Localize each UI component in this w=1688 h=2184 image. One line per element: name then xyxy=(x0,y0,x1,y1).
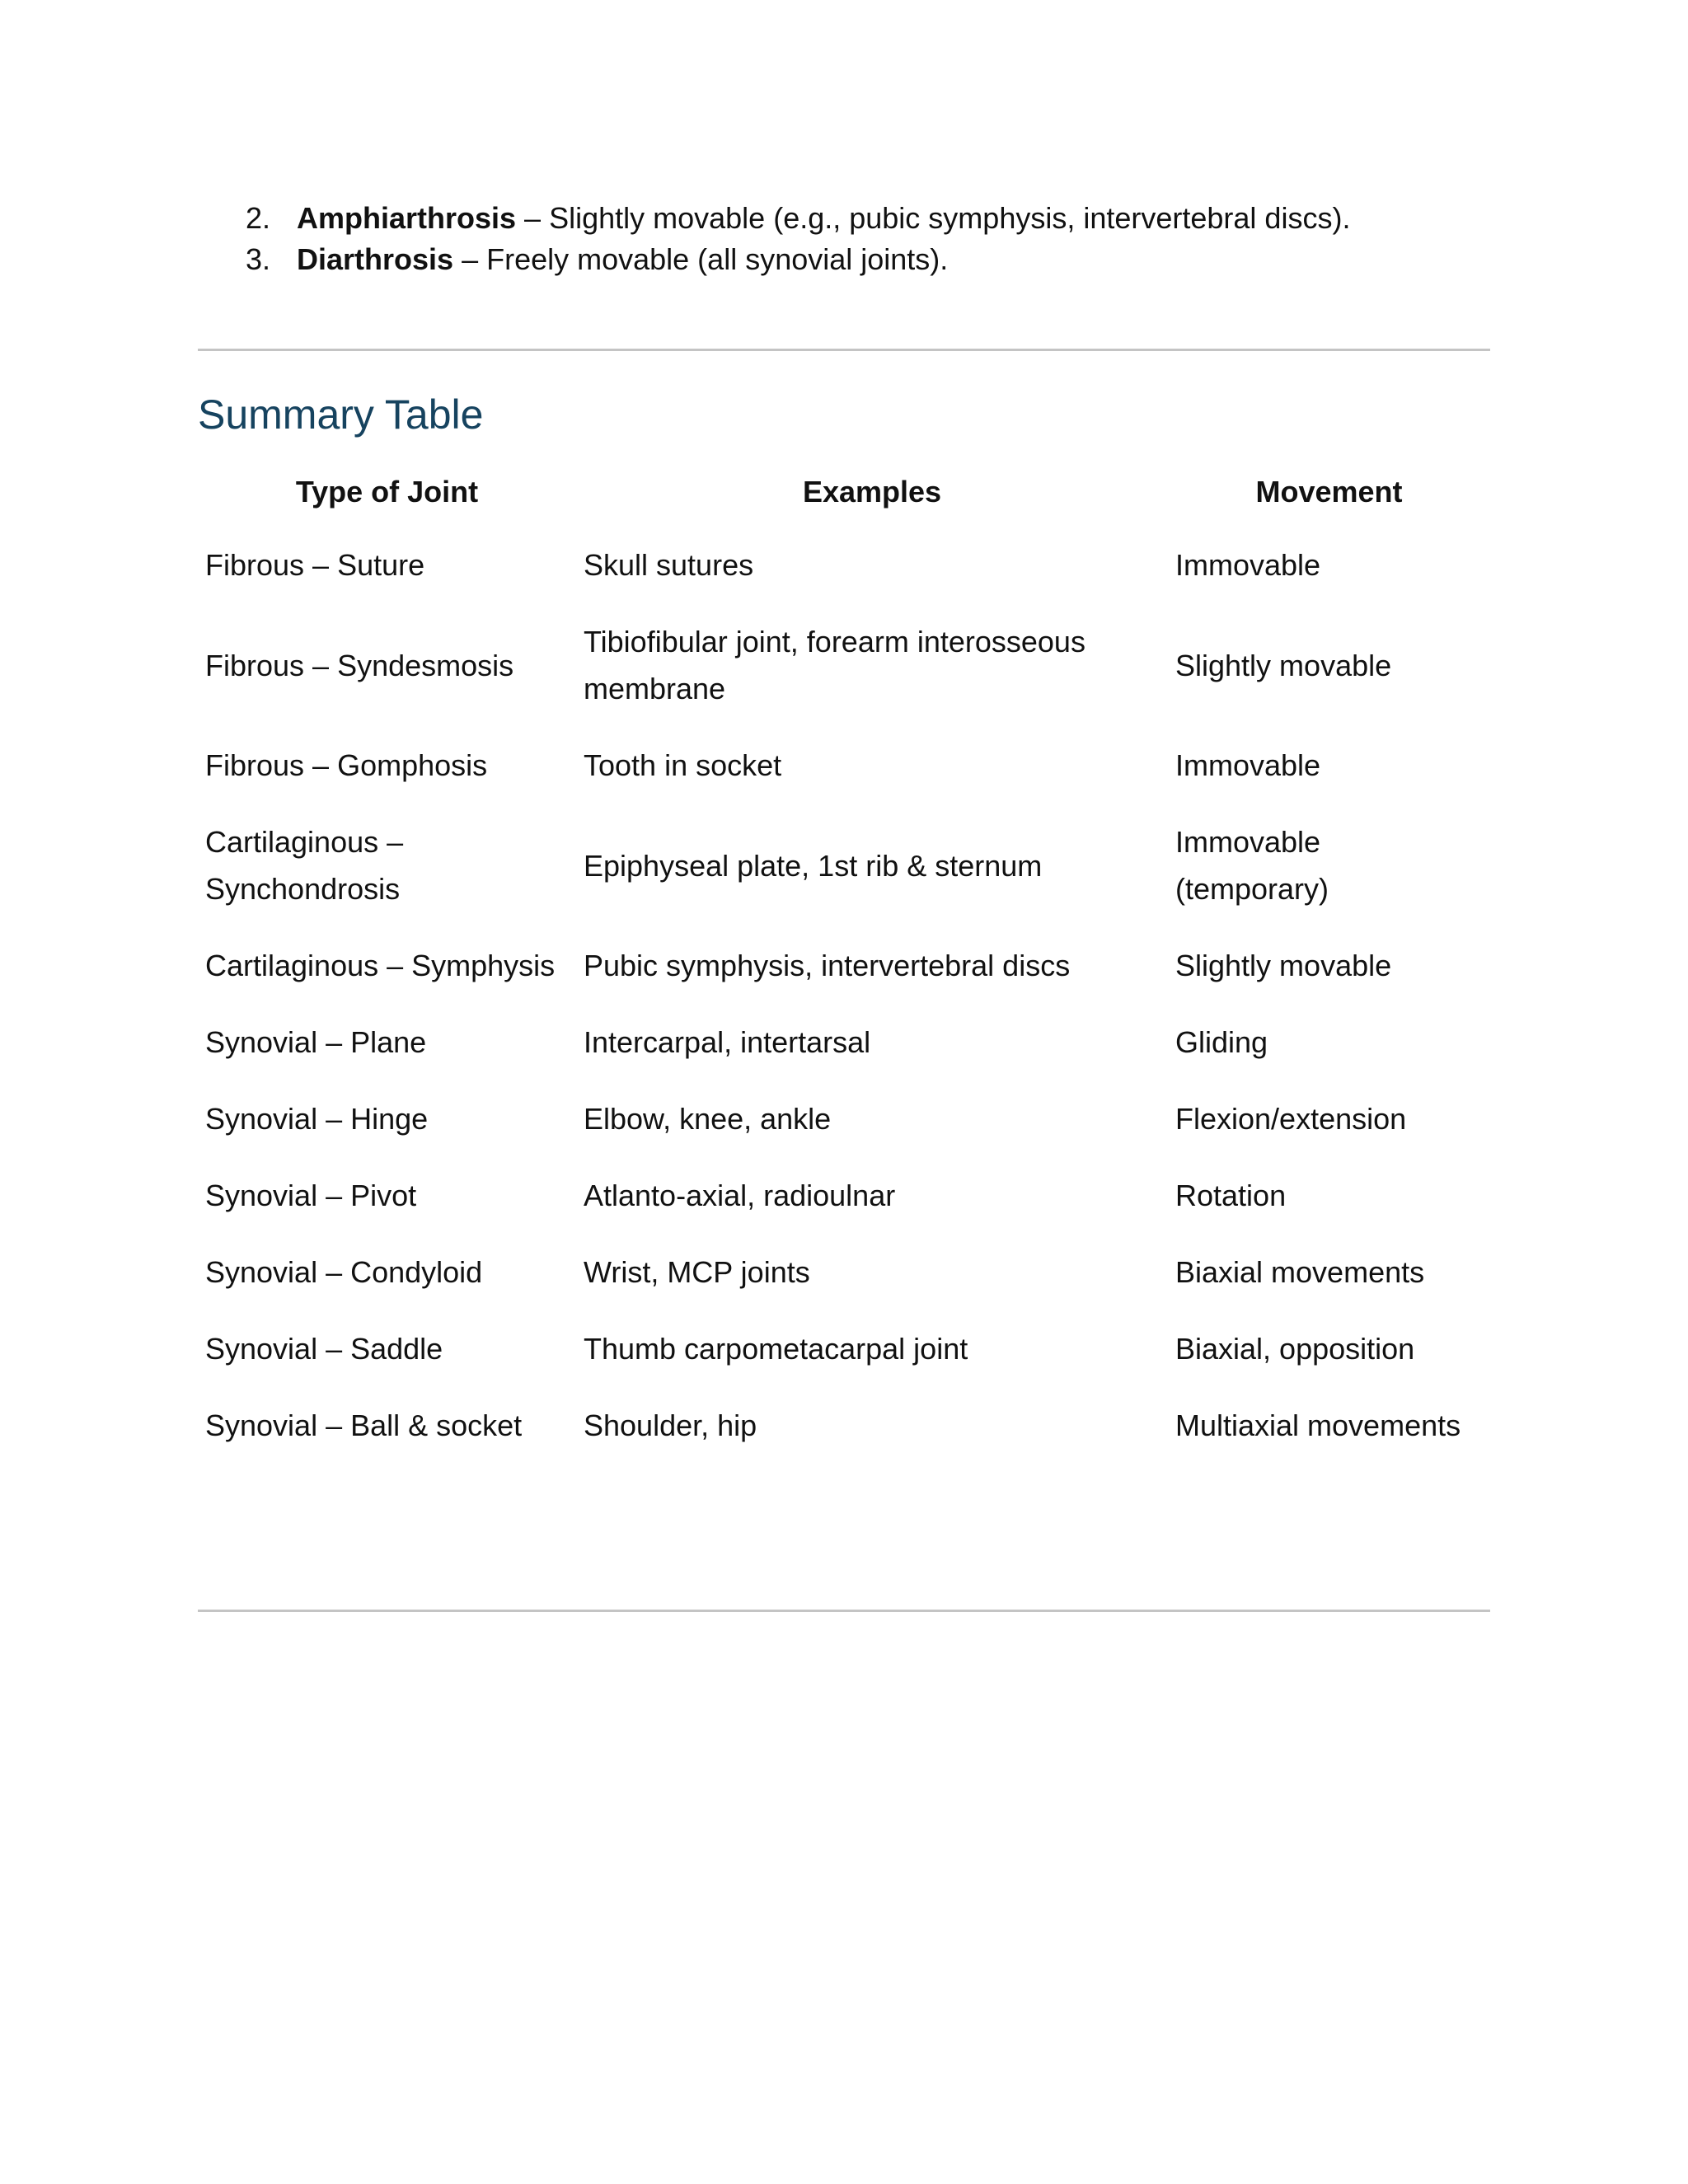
cell-joint-type: Cartilaginous – Symphysis xyxy=(205,949,556,982)
cell-movement: Multiaxial movements xyxy=(1175,1408,1461,1442)
cell-examples: Wrist, MCP joints xyxy=(584,1255,810,1289)
table-row xyxy=(198,927,1490,1004)
cell-joint-type: Synovial – Condyloid xyxy=(205,1255,483,1289)
cell-joint-type: Fibrous – Suture xyxy=(205,548,425,582)
cell-joint-type: Cartilaginous – Synchondrosis xyxy=(205,825,404,906)
table-row xyxy=(198,1387,1490,1464)
table-row xyxy=(198,1080,1490,1157)
horizontal-divider-bottom xyxy=(198,1610,1490,1612)
list-item-number: 2. xyxy=(246,201,271,235)
cell-joint-type: Synovial – Pivot xyxy=(205,1179,417,1212)
cell-joint-type: Synovial – Plane xyxy=(205,1025,427,1059)
list-item-term: Diarthrosis xyxy=(297,242,454,276)
list-item-amphiarthrosis xyxy=(239,198,1525,239)
joint-classification-list xyxy=(239,198,1525,280)
section-heading: Summary Table xyxy=(198,391,484,438)
cell-examples: Elbow, knee, ankle xyxy=(584,1102,832,1136)
table-row xyxy=(198,1310,1490,1387)
table-row xyxy=(198,603,1490,727)
list-item-description: – Slightly movable (e.g., pubic symphysis, intervertebral discs). xyxy=(516,201,1351,235)
column-header-type: Type of Joint xyxy=(295,475,479,509)
cell-movement: Biaxial, opposition xyxy=(1175,1332,1415,1366)
table-row xyxy=(198,727,1490,804)
cell-joint-type: Fibrous – Syndesmosis xyxy=(205,648,514,682)
list-item-term: Amphiarthrosis xyxy=(297,201,517,235)
cell-movement: Immovable (temporary) xyxy=(1175,825,1329,906)
cell-examples: Pubic symphysis, intervertebral discs xyxy=(584,949,1071,982)
table-row xyxy=(198,804,1490,927)
cell-movement: Slightly movable xyxy=(1175,949,1392,982)
table-row xyxy=(198,1234,1490,1310)
list-item-description: – Freely movable (all synovial joints). xyxy=(453,242,949,276)
cell-examples: Thumb carpometacarpal joint xyxy=(584,1332,968,1366)
cell-movement: Immovable xyxy=(1175,748,1321,782)
cell-examples: Shoulder, hip xyxy=(584,1408,757,1442)
list-item-number: 3. xyxy=(246,242,271,276)
table-row xyxy=(198,1004,1490,1080)
summary-table xyxy=(198,457,1490,1464)
cell-joint-type: Synovial – Ball & socket xyxy=(205,1408,523,1442)
column-header-movement: Movement xyxy=(1255,475,1403,509)
cell-movement: Biaxial movements xyxy=(1175,1255,1425,1289)
cell-movement: Immovable xyxy=(1175,548,1321,582)
cell-examples: Atlanto-axial, radioulnar xyxy=(584,1179,896,1212)
list-item-diarthrosis xyxy=(239,239,1525,280)
cell-examples: Skull sutures xyxy=(584,548,754,582)
table-row xyxy=(198,527,1490,603)
cell-examples: Tooth in socket xyxy=(584,748,782,782)
cell-joint-type: Fibrous – Gomphosis xyxy=(205,748,488,782)
cell-movement: Flexion/extension xyxy=(1175,1102,1407,1136)
cell-examples: Intercarpal, intertarsal xyxy=(584,1025,871,1059)
cell-movement: Slightly movable xyxy=(1175,648,1392,682)
horizontal-divider-top xyxy=(198,349,1490,351)
column-header-examples: Examples xyxy=(802,475,942,509)
cell-movement: Gliding xyxy=(1175,1025,1268,1059)
table-row xyxy=(198,1157,1490,1234)
cell-examples: Tibiofibular joint, forearm interosseous membrane xyxy=(584,625,1085,705)
table-header-row xyxy=(198,457,1490,527)
cell-examples: Epiphyseal plate, 1st rib & sternum xyxy=(584,848,1043,883)
cell-joint-type: Synovial – Saddle xyxy=(205,1332,443,1366)
cell-joint-type: Synovial – Hinge xyxy=(205,1102,429,1136)
cell-movement: Rotation xyxy=(1175,1179,1287,1212)
